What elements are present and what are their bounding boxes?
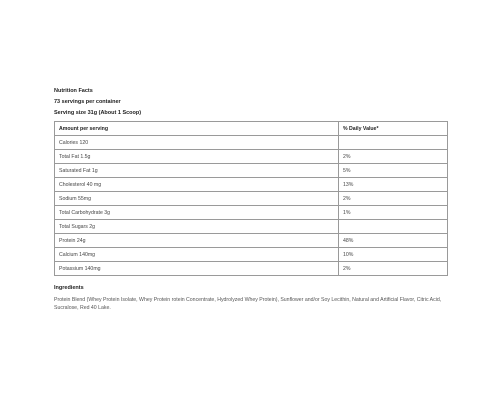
daily-value-cell: 13% — [339, 178, 448, 192]
daily-value-cell: 2% — [339, 150, 448, 164]
daily-value-cell: 2% — [339, 262, 448, 276]
daily-value-cell: 5% — [339, 164, 448, 178]
nutrient-cell: Saturated Fat 1g — [55, 164, 339, 178]
daily-value-cell — [339, 220, 448, 234]
servings-per-container: 73 servings per container — [54, 99, 121, 105]
nutrient-cell: Calcium 140mg — [55, 248, 339, 262]
nutrient-cell: Sodium 55mg — [55, 192, 339, 206]
nutrient-cell: Cholesterol 40 mg — [55, 178, 339, 192]
nutrient-cell: Total Carbohydrate 3g — [55, 206, 339, 220]
table-row — [55, 262, 448, 276]
nutrition-table — [54, 121, 448, 276]
table-row — [55, 150, 448, 164]
table-row — [55, 164, 448, 178]
table-row — [55, 220, 448, 234]
ingredients-heading: Ingredients — [54, 285, 84, 291]
serving-size: Serving size 31g (About 1 Scoop) — [54, 110, 142, 116]
header-daily-value: % Daily Value* — [339, 122, 448, 136]
nutrient-cell: Total Sugars 2g — [55, 220, 339, 234]
daily-value-cell — [339, 136, 448, 150]
table-row — [55, 234, 448, 248]
nutrient-cell: Total Fat 1.5g — [55, 150, 339, 164]
table-row — [55, 192, 448, 206]
table-row — [55, 206, 448, 220]
ingredients-text: Protein Blend (Whey Protein Isolate, Whey Protein rotein Concentrate, Hydrolyzed Whey Protein), Sunflower and/or Soy Lecithin, Natural and Artificial Flavor, Citric Acid, Sucralose, Red 40 Lake. — [54, 297, 442, 311]
header-amount-per-serving: Amount per serving — [55, 122, 339, 136]
table-row — [55, 178, 448, 192]
table-header-row — [55, 122, 448, 136]
nutrient-cell: Potassium 140mg — [55, 262, 339, 276]
table-row — [55, 248, 448, 262]
nutrient-cell: Calories 120 — [55, 136, 339, 150]
daily-value-cell: 1% — [339, 206, 448, 220]
table-row — [55, 136, 448, 150]
nutrient-cell: Protein 24g — [55, 234, 339, 248]
daily-value-cell: 10% — [339, 248, 448, 262]
nutrition-facts-title: Nutrition Facts — [54, 88, 93, 94]
daily-value-cell: 48% — [339, 234, 448, 248]
daily-value-cell: 2% — [339, 192, 448, 206]
